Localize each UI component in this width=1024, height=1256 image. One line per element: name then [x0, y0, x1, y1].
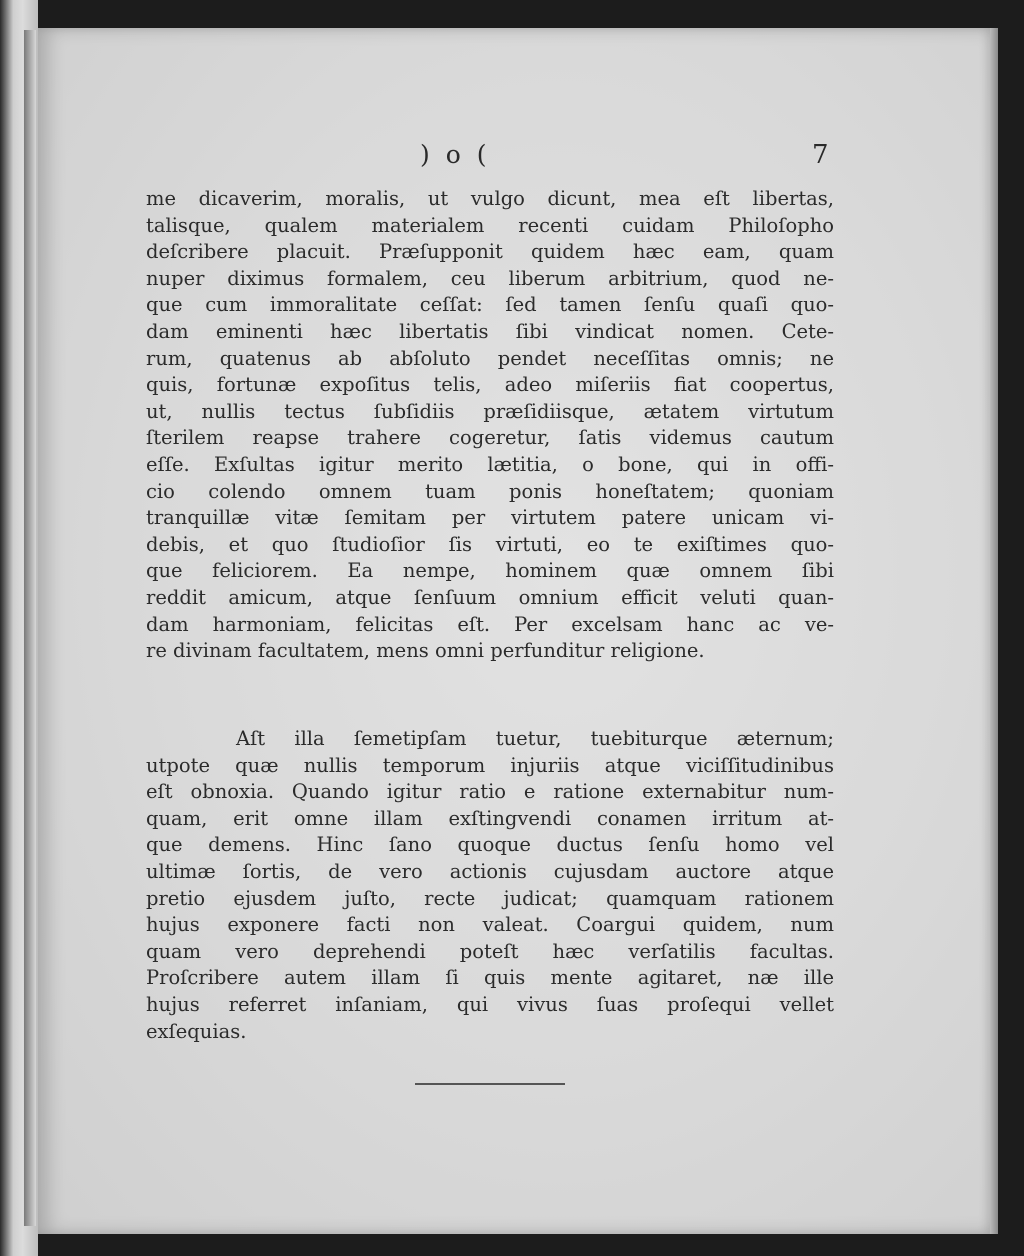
- text-line: quis, fortunæ expoſitus telis, adeo miſeriis fiat coopertus,: [146, 373, 834, 397]
- text-line: ſterilem reapse trahere cogeretur, ſatis videmus cautum: [146, 426, 834, 450]
- text-line: re divinam facultatem, mens omni perfunditur religione.: [146, 639, 705, 663]
- header-ornament: ) o (: [420, 140, 491, 169]
- text-line: ut, nullis tectus ſubſidiis præſidiisque, ætatem virtutum: [146, 399, 834, 423]
- paragraph-1: [146, 186, 834, 665]
- text-line: que cum immoralitate ceſſat: ſed tamen ſenſu quaſi quo-: [146, 293, 834, 317]
- text-line: me dicaverim, moralis, ut vulgo dicunt, mea eſt libertas,: [146, 187, 834, 210]
- page-number: 7: [812, 140, 829, 170]
- text-line: hujus exponere facti non valeat. Coargui quidem, num: [146, 913, 834, 937]
- text-line: que feliciorem. Ea nempe, hominem quæ omnem ſibi: [146, 559, 834, 583]
- text-line: eſſe. Exſultas igitur merito lætitia, o bone, qui in offi-: [146, 452, 834, 476]
- text-line: Proſcribere autem illam ſi quis mente agitaret, næ ille: [146, 966, 834, 990]
- text-line: cio colendo omnem tuam ponis honeſtatem; quoniam: [146, 479, 834, 503]
- text-line: talisque, qualem materialem recenti cuidam Philoſopho: [146, 213, 834, 237]
- text-line: debis, et quo ſtudioſior ſis virtuti, eo te exiſtimes quo-: [146, 532, 834, 556]
- text-line: eſt obnoxia. Quando igitur ratio e ratione externabitur num-: [146, 780, 834, 804]
- text-line: hujus referret inſaniam, qui vivus ſuas proſequi vellet: [146, 992, 834, 1016]
- book-page: [38, 28, 990, 1234]
- text-line: exſequias.: [146, 1019, 247, 1043]
- facing-page-edge: [24, 30, 36, 1226]
- paragraph-2: [146, 726, 834, 1045]
- text-line: que demens. Hinc ſano quoque ductus ſenſu homo vel: [146, 833, 834, 857]
- text-line: dam harmoniam, felicitas eſt. Per excelsam hanc ac ve-: [146, 612, 834, 636]
- text-line: ultimæ ſortis, de vero actionis cujusdam auctore atque: [146, 859, 834, 883]
- text-line: pretio ejusdem juſto, recte judicat; quamquam rationem: [146, 886, 834, 910]
- page-header: [38, 140, 990, 172]
- text-line: reddit amicum, atque ſenſuum omnium efficit veluti quan-: [146, 585, 834, 609]
- text-line: tranquillæ vitæ ſemitam per virtutem patere unicam vi-: [146, 506, 834, 530]
- text-line: Aſt illa ſemetipſam tuetur, tuebiturque æternum;: [236, 727, 834, 750]
- text-line: dam eminenti hæc libertatis ſibi vindicat nomen. Cete-: [146, 319, 834, 343]
- text-line: utpote quæ nullis temporum injuriis atque viciſſitudinibus: [146, 753, 834, 777]
- text-line: quam vero deprehendi poteſt hæc verſatilis facultas.: [146, 939, 834, 963]
- text-line: quam, erit omne illam exſtingvendi conamen irritum at-: [146, 806, 834, 830]
- text-line: nuper diximus formalem, ceu liberum arbitrium, quod ne-: [146, 266, 834, 290]
- text-line: rum, quatenus ab abſoluto pendet neceſſitas omnis; ne: [146, 346, 834, 370]
- closing-rule: [415, 1083, 565, 1085]
- text-line: deſcribere placuit. Præſupponit quidem hæc eam, quam: [146, 240, 834, 264]
